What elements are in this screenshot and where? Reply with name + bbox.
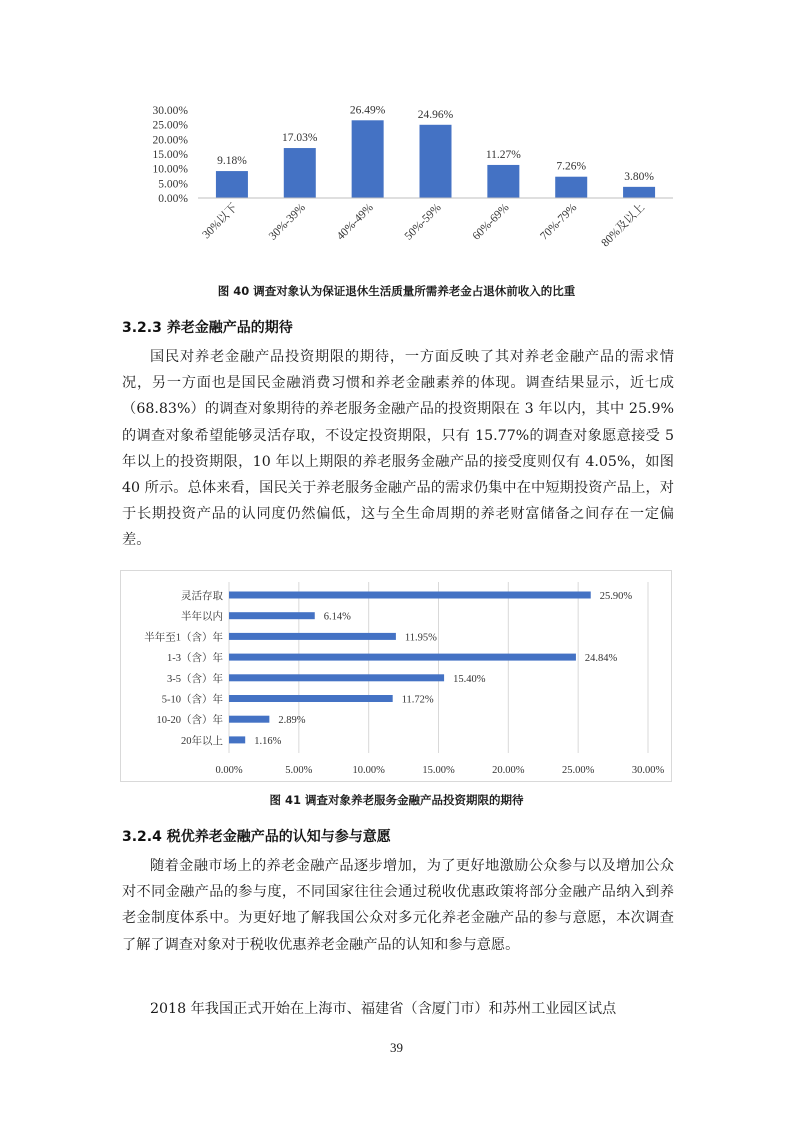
paragraph-2018-pilot: 2018 年我国正式开始在上海市、福建省（含厦门市）和苏州工业园区试点 [150, 1001, 617, 1017]
fig40-y-tick-label: 10.00% [152, 163, 188, 176]
fig41-x-tick-label: 15.00% [422, 765, 455, 776]
fig40-data-label: 17.03% [282, 132, 318, 145]
chart-fig41 [120, 570, 672, 782]
fig40-y-tick-label: 0.00% [158, 193, 188, 205]
fig40-data-label: 7.26% [556, 160, 587, 173]
fig41-x-tick-label: 0.00% [215, 765, 243, 776]
fig41-category-label: 10-20（含）年 [156, 715, 223, 727]
fig41-bar [229, 633, 396, 640]
fig41-bar [229, 695, 393, 702]
fig40-category-labels [200, 200, 648, 250]
fig41-data-label: 1.16% [254, 735, 282, 747]
fig41-bar [229, 736, 245, 743]
fig41-bar [229, 654, 576, 661]
fig40-bar [623, 187, 655, 198]
fig41-category-label: 灵活存取 [181, 591, 223, 602]
fig40-bar [216, 171, 248, 198]
fig41-data-label: 15.40% [453, 673, 486, 685]
fig40-category-label: 30%以下 [200, 201, 241, 242]
fig40-category-label: 30%-39% [266, 201, 308, 243]
fig40-data-label: 24.96% [417, 108, 454, 121]
fig40-category-label: 40%-49% [334, 201, 376, 243]
fig40-category-label: 50%-59% [402, 201, 444, 243]
fig40-y-tick-label: 30.00% [152, 105, 188, 117]
page-number: 39 [390, 1040, 403, 1055]
fig40-y-tick-label: 25.00% [152, 119, 188, 132]
paragraph-investment-term: 国民对养老金融产品投资期限的期待，一方面反映了其对养老金融产品的需求情况，另一方面也是国民金融消费习惯和养老金融素养的体现。调查结果显示，近七成（68.83%）的调查对象期待的养老服务金融产品的投资期限在 3 年以内，其中 25.9%的调查对象希望能够灵活存取，不设定投资期限，只有 15.77%的调查对象愿意接受 5 年以上的投资期限，10 年以上期限的养老服务金融产品的接受度则仅有 4.05%，如图 40 所示。总体来看，国民关于养老服务金融产品的需求仍集中在中短期投资产品上，对于长期投资产品的认同度仍然偏低，这与全生命周期的养老财富储备之间存在一定偏差。 [122, 349, 674, 549]
fig40-y-tick-label: 15.00% [152, 149, 188, 161]
fig40-bar [420, 125, 452, 198]
fig41-category-label: 3-5（含）年 [167, 673, 223, 685]
fig41-data-label: 2.89% [278, 715, 306, 727]
paragraph-tax-preferred-products: 随着金融市场上的养老金融产品逐步增加，为了更好地激励公众参与以及增加公众对不同金融产品的参与度，不同国家往往会通过税收优惠政策将部分金融产品纳入到养老金制度体系中。为更好地了解我国公众对多元化养老金融产品的参与意愿，本次调查了解了调查对象对于税收优惠养老金融产品的认知和参与意愿。 [122, 858, 674, 953]
fig40-y-axis [153, 105, 189, 205]
fig40-data-label: 11.27% [485, 148, 521, 161]
fig40-y-tick-label: 5.00% [158, 178, 188, 191]
fig41-x-tick-label: 20.00% [492, 765, 525, 776]
fig41-bar [229, 612, 315, 619]
fig40-y-tick-label: 20.00% [152, 134, 188, 147]
section-heading-3-2-4: 3.2.4 税优养老金融产品的认知与参与意愿 [122, 829, 391, 845]
fig41-x-tick-label: 25.00% [561, 765, 595, 776]
fig41-category-labels [144, 589, 223, 747]
fig41-category-label: 半年至1（含）年 [144, 632, 223, 644]
fig40-category-label: 60%-69% [470, 201, 512, 243]
chart-fig40 [120, 95, 675, 280]
fig40-data-label: 9.18% [217, 155, 247, 168]
fig40-caption: 图 40 调查对象认为保证退休生活质量所需养老金占退休前收入的比重 [217, 284, 576, 298]
fig41-bar [229, 592, 591, 599]
fig41-x-axis [215, 765, 664, 776]
fig41-category-label: 20年以上 [181, 735, 223, 747]
fig41-bar [229, 674, 444, 681]
fig40-category-label: 80%及以上 [599, 201, 648, 250]
fig41-x-tick-label: 30.00% [631, 765, 665, 776]
fig41-data-label: 11.72% [401, 694, 434, 706]
fig41-gridlines [229, 582, 648, 753]
fig40-category-label: 70%-79% [538, 201, 580, 243]
fig41-x-tick-label: 5.00% [285, 765, 313, 776]
section-heading-3-2-3: 3.2.3 养老金融产品的期待 [122, 320, 293, 336]
fig41-data-label: 6.14% [323, 611, 351, 623]
fig41-caption: 图 41 调查对象养老服务金融产品投资期限的期待 [269, 793, 524, 807]
fig41-category-label: 1-3（含）年 [167, 653, 223, 665]
fig41-data-label: 24.84% [584, 653, 618, 665]
fig40-data-label: 26.49% [349, 104, 386, 117]
fig40-bar [284, 148, 316, 198]
fig41-category-label: 半年以内 [181, 611, 223, 623]
fig41-category-label: 5-10（含）年 [161, 694, 223, 706]
fig40-bar [487, 165, 519, 198]
fig41-data-label: 25.90% [599, 591, 633, 602]
fig40-data-label: 3.80% [624, 170, 654, 183]
fig41-bar [229, 716, 269, 723]
fig40-bar [352, 120, 384, 198]
fig41-x-tick-label: 10.00% [352, 765, 385, 776]
fig40-bar [555, 177, 587, 198]
fig41-data-label: 11.95% [404, 632, 437, 644]
